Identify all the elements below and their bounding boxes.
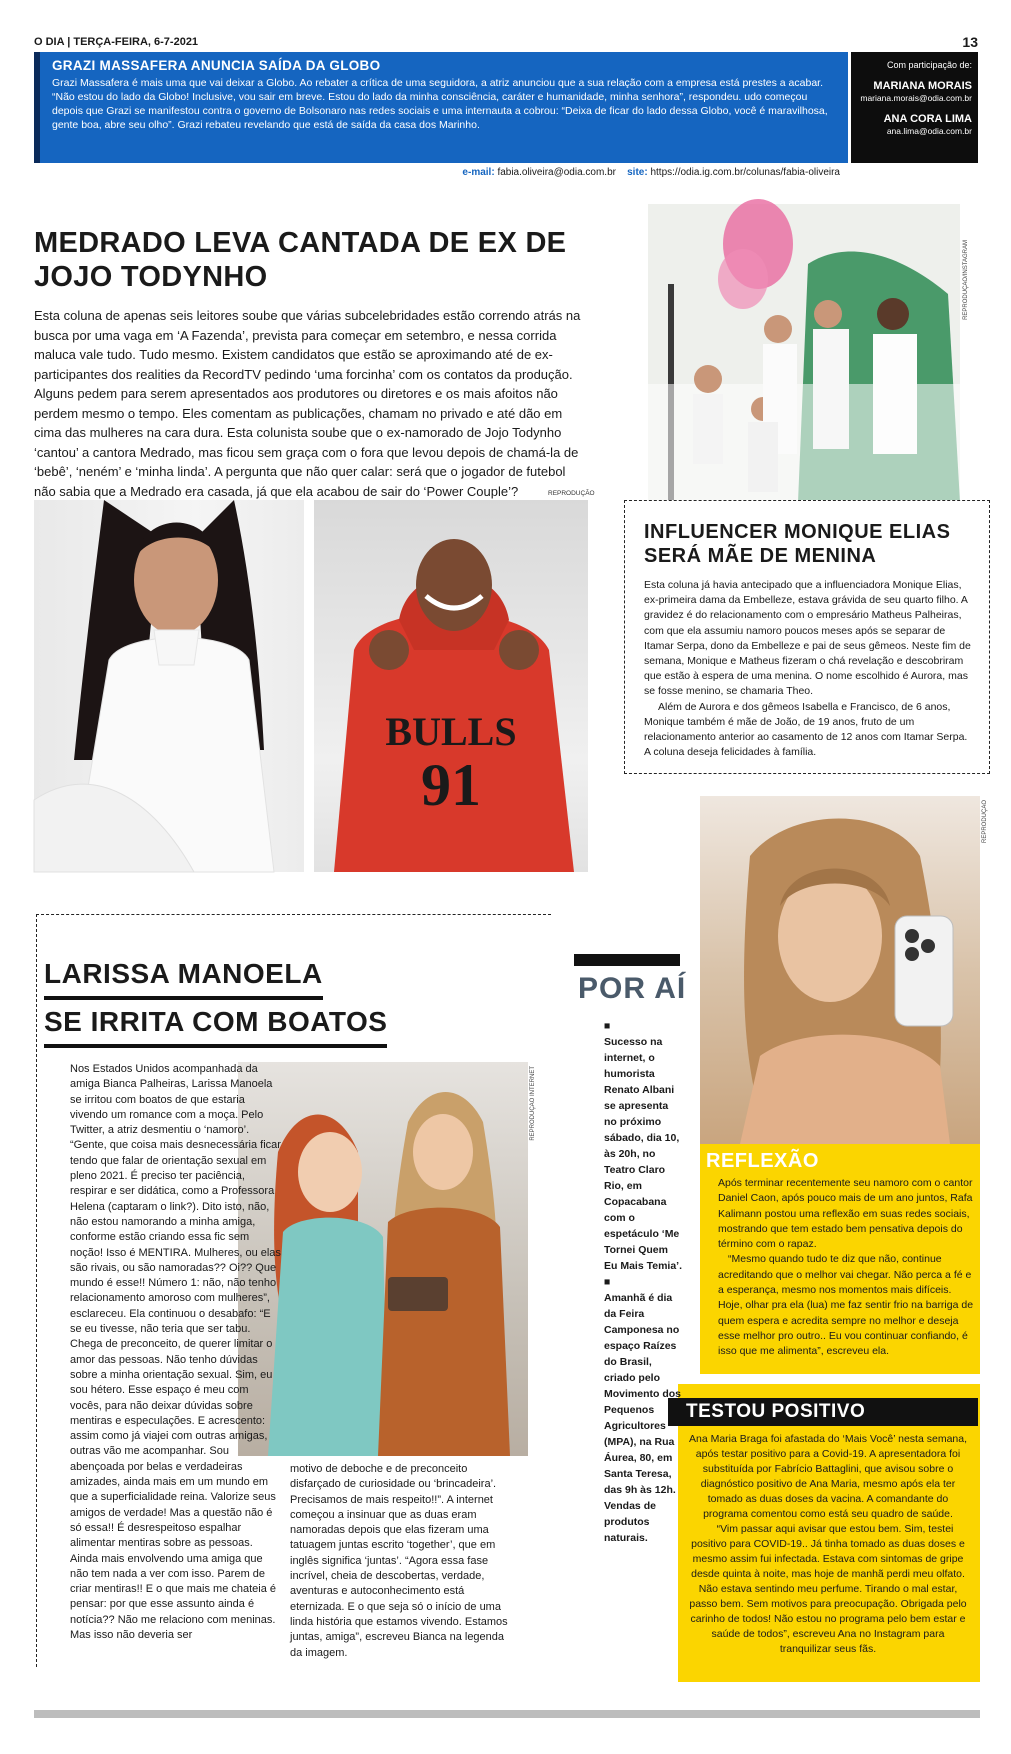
larissa-headline — [44, 952, 387, 1048]
contrib-name-1: MARIANA MORAIS — [873, 80, 972, 92]
larissa-photo-credit: REPRODUÇÃO INTERNET — [530, 1066, 536, 1141]
top-banner — [34, 52, 848, 163]
date: TERÇA-FEIRA, 6-7-2021 — [73, 36, 199, 48]
larissa-body-col-1: Nos Estados Unidos acompanhada da amiga Bianca Palheiras, Larissa Manoela se irritou com boatos de que estaria vivendo um romance com a moça. Pelo Twitter, a atriz desmentiu o ‘namoro’. “Gente, que coisa mais desnecessária ficar tendo que falar de orientação sexual em pleno 2021. É preciso ter paciência, respirar e ser didática, como a Professora Helena (captaram o link?). Dito isto, não, não estou namorando a minha amiga, conforme estão criando essa fic sem noção! Isso é MENTIRA. Mulheres, ou elas são rivais, ou são namoradas?? Oi?? Que mundo é esse!! Número 1: não, não tenho relacionamento amoroso com mulheres”, esclareceu. Ela continuou o desabafo: “E se eu tivesse, não teria que ser tabu. Chega de preconceito, de querer limitar o amor das pessoas. Não tenho dúvidas sobre a minha orientação sexual. Sim, eu sou hétero. Esse espaço é meu com vocês, para não deixar dúvidas sobre mentiras e especulações. E acrescento: assim como já viajei com outras amigas, outras vão me acompanhar. Sou abençoada por belas e verdadeiras amizades, ainda mais em um mundo em que a superficialidade reina. Valorize seus amigos de verdade! Mas a questão não é só essa!! É desrespeitoso espalhar alimentar mentiras sobre as pessoas. Ainda mais envolvendo uma amiga que não tem nada a ver com isso. Parem de criar mentiras!! E o que mais me chateia é pensar: por que esse assunto ainda é notícia?? Não me relaciono com meninas. Mas isso não deveria ser — [70, 1063, 281, 1641]
brand: O DIA — [34, 36, 65, 48]
bottom-rule — [34, 1710, 980, 1718]
porai-item-2: ■ Amanhã é dia da Feira Camponesa no espaço Raízes do Brasil, criado pelo Movimento dos Pequenos Agricultores (MPA), na Rua Áurea, 80, em Santa Teresa, das 9h às 12h. Vendas de produtos naturais. — [604, 1276, 682, 1544]
contrib-email-2[interactable]: ana.lima@odia.com.br — [886, 126, 972, 136]
email-label: e-mail: — [462, 167, 495, 178]
larissa-headline-wrap — [44, 952, 387, 1048]
porai-body — [604, 1018, 682, 1546]
site-link[interactable]: https://odia.ig.com.br/colunas/fabia-oliveira — [650, 167, 840, 178]
photo-woman-white-outfit — [34, 500, 304, 872]
masthead: O DIA | TERÇA-FEIRA, 6-7-2021 13 — [34, 34, 978, 50]
site-label: site: — [627, 167, 648, 178]
reflexao-para-2: “Mesmo quando tudo te diz que não, continue acreditando que o melhor vai chegar. Não perca a fé e a esperança, mesmo nos momentos mais difíceis. Hoje, olhar pra ela (lua) me faz sentir frio na barriga de quem espera e acredita sempre no melhor e deseja esse melhor pro outro.. Eu vou continuar confiando, é isso que me alimenta”, escreveu ela. — [718, 1253, 974, 1358]
testou-body — [686, 1432, 970, 1657]
porai-item-1: ■ Sucesso na internet, o humorista Renato Albani se apresenta no próximo sábado, dia 10, às 20h, no Teatro Claro Rio, em Copacabana com o espetáculo ‘Me Tornei Quem Eu Mais Temia’. — [604, 1020, 682, 1272]
monique-para-1: Esta coluna já havia antecipado que a influenciadora Monique Elias, ex-primeira dama da Embelleze, estava grávida de seu quarto filho. A gravidez é do relacionamento com o empresário Matheus Palheiras, com que ela assumiu namoro poucos meses após se separar de Itamar Serpa, dono da Embelleze e pai de seus gêmeos. Neste fim de semana, Monique e Matheus fizeram o chá revelação e descobriram que estão à espera de uma menina. O nome escolhido é Aurora, mas se fosse menino, se chamaria Theo. — [644, 579, 971, 698]
porai-gutter — [574, 1012, 602, 1368]
selfie-illustration — [700, 796, 980, 1144]
banner-text: Grazi Massafera é mais uma que vai deixar a Globo. Ao rebater a crítica de uma seguidora, a atriz anunciou que a sua relação com a empresa está prestes a acabar. “Não estou do lado da Globo! Inclusive, vou sair em breve. Estou do lado da minha consciência, caráter e humanidade, minha senhora”, respondeu. udo começou depois que Grazi se manifestou contra o governo de Bolsonaro nas redes sociais e uma internauta a cobrou: “Deixa de ficar do lado dessa Globo, você é maravilhosa, gente boa, abre seu olho”. Grazi rebateu revelando que está de saída da casa dos Marinho. — [52, 77, 828, 131]
contributors-box — [851, 52, 978, 163]
reflexao-photo-credit: REPRODUÇÃO — [982, 800, 988, 844]
contrib-name-2: ANA CORA LIMA — [883, 113, 972, 125]
photo-woman-selfie — [700, 796, 980, 1144]
man-illustration — [314, 500, 588, 872]
banner-title: GRAZI MASSAFERA ANUNCIA SAÍDA DA GLOBO — [52, 58, 381, 73]
monique-para-2: Além de Aurora e dos gêmeos Isabella e Francisco, de 6 anos, Monique também é mãe de João, de 19 anos, fruto de um relacionamento anterior ao casamento de 12 anos com Itamar Serpa. A coluna deseja felicidades à família. — [644, 700, 968, 759]
contacts-line — [390, 167, 840, 178]
reflexao-headline: REFLEXÃO — [706, 1150, 819, 1172]
reflexao-body — [718, 1176, 974, 1360]
medrado-body: Esta coluna de apenas seis leitores soube que várias subcelebridades estão correndo atrás na busca por uma vaga em ‘A Fazenda’, prevista para começar em setembro, e nessa corrida maluca vale tudo. Tudo mesmo. Existem candidatos que estão se aproximando até de ex-participantes dos realities da RecordTV pedindo ‘uma forcinha’ com os contatos da produção. Alguns pedem para serem apresentados aos produtores ou diretores e os mais afoitos não perdem mesmo o tempo. Eles comentam as publicações, chamam no privado e até dão em cima das mulheres na cara dura. Esta colunista soube que o ex-namorado de Jojo Todynho ‘cantou’ a cantora Medrado, mas ficou sem graça com o fora que levou depois de chamá-la de ‘bebê’, ‘neném’ e ‘minha linda’. A pergunta que não quer calar: será que o jogador de futebol não sabia que a Medrado era casada, já que ela acabou de sair do ‘Power Couple’? — [34, 308, 581, 499]
monique-photo-credit: REPRODUÇÃO/INSTAGRAM — [963, 240, 969, 320]
porai-headline: POR AÍ — [578, 972, 687, 1005]
photo-man-red-hoodie — [314, 500, 588, 872]
monique-body — [644, 578, 974, 760]
medrado-headline: MEDRADO LEVA CANTADA DE EX DE JOJO TODYNHO — [34, 227, 567, 293]
reflexao-para-1: Após terminar recentemente seu namoro com o cantor Daniel Caon, após pouco mais de um ano juntos, Rafa Kalimann postou uma reflexão em suas redes sociais, mostrando que tem estado bem pensativa depois do término com o rapaz. — [718, 1177, 973, 1251]
monique-headline: INFLUENCER MONIQUE ELIAS SERÁ MÃE DE MENINA — [644, 521, 951, 567]
photo-family-reveal — [648, 204, 960, 502]
testou-para-1: Ana Maria Braga foi afastada do ‘Mais Você’ nesta semana, após testar positivo para a Covid-19. A apresentadora foi substituída por Fabrício Battaglini, que avisou sobre o diagnóstico positivo de Ana Maria, mesmo após ela ter tomado as duas doses da vacina. A comandante do programa comentou como está seu quadro de saúde. — [688, 1433, 968, 1520]
larissa-body-col-2: motivo de deboche e de preconceito disfarçado de curiosidade ou ‘brincadeira’. Precisamos de mais respeito!!”. A internet começou a insinuar que as duas eram namoradas depois que elas fizeram uma tatuagem juntas escrito ‘together’, que em inglês significa ‘juntas’. “Agora essa fase incrível, cheia de descobertas, verdade, aventuras e autoconhecimento está eternizada. E o que seja só o início de uma linda história que estamos vivendo. Estamos juntas, amiga”, escreveu Bianca na legenda da imagem. — [290, 1463, 508, 1659]
hoodie-number: 91 — [421, 752, 481, 818]
testou-para-2: “Vim passar aqui avisar que estou bem. Sim, testei positivo para COVID-19.. Já tinha tomado as duas doses e mesmo assim fui infectada. Estava com sintomas de gripe desde quinta à noite, mas hoje de manhã perdi meu olfato. Não estava sentindo meu perfume. Tirando o mal estar, passo bem. Sem motivos para preocupação. Obrigada pelo carinho de todos! Não estou no programa pelo bem estar e saúde de todos”, escreveu Ana no Instagram para tranquilizar seus fãs. — [689, 1523, 967, 1655]
woman-illustration — [34, 500, 304, 872]
contrib-label: Com participação de: — [886, 60, 972, 70]
hoodie-brand: BULLS — [385, 709, 517, 754]
page-number: 13 — [962, 34, 978, 50]
porai-top-bar — [574, 954, 680, 966]
family-illustration — [648, 204, 960, 502]
email-link[interactable]: fabia.oliveira@odia.com.br — [497, 167, 616, 178]
larissa-headline-line-1: LARISSA MANOELA — [44, 952, 323, 1000]
medrado-photo-credit: REPRODUÇÃO — [548, 490, 595, 497]
contrib-email-1[interactable]: mariana.morais@odia.com.br — [860, 93, 972, 103]
larissa-headline-line-2: SE IRRITA COM BOATOS — [44, 1000, 387, 1048]
testou-headline: TESTOU POSITIVO — [686, 1401, 866, 1422]
